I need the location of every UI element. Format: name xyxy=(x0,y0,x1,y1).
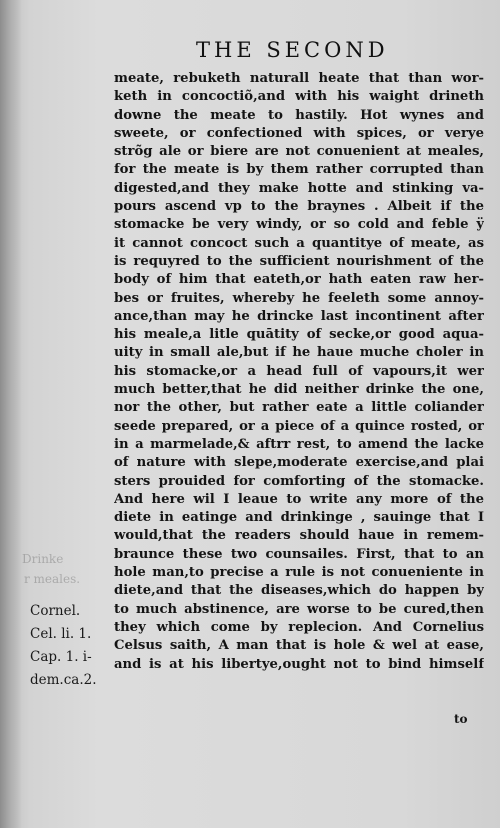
text-line: diete in eatinge and drinkinge , sauinge that I xyxy=(114,510,484,526)
text-line: uity in small ale,but if he haue muche choler in xyxy=(114,345,484,361)
bleed-through-text: r meales. xyxy=(24,572,81,586)
text-line: seede prepared, or a piece of a quince rosted, or xyxy=(114,418,484,434)
text-line: braunce these two counsailes. First, that to an xyxy=(114,546,484,562)
margin-note-line: dem.ca.2. xyxy=(30,672,97,688)
text-line: nor the other, but rather eate a little coliander xyxy=(114,400,484,416)
margin-note xyxy=(30,600,97,692)
text-line: his meale,a litle quātity of secke,or good aqua- xyxy=(114,327,484,343)
text-line: body of him that eateth,or hath eaten raw her- xyxy=(114,272,484,288)
running-head: THE SECOND xyxy=(196,38,389,62)
text-line: would,that the readers should haue in remem- xyxy=(114,528,484,544)
margin-note-line: Cel. li. 1. xyxy=(30,626,92,642)
margin-note-line: Cap. 1. i- xyxy=(30,649,92,665)
margin-note-line: Cornel. xyxy=(30,603,81,619)
text-line: ance,than may he drincke last incontinent after xyxy=(114,308,484,324)
text-line: stomacke be very windy, or so cold and feble ÿ xyxy=(114,217,484,233)
body-text xyxy=(114,70,484,674)
text-line: meate, rebuketh naturall heate that than wor- xyxy=(114,71,484,86)
text-line: for the meate is by them rather corrupted than xyxy=(114,162,484,178)
bleed-through-text: Drinke xyxy=(22,552,64,566)
text-line: keth in concoctiõ,and with his waight drineth xyxy=(114,89,484,105)
page-gutter-shadow xyxy=(0,0,22,828)
text-line: digested,and they make hotte and stinking va- xyxy=(114,180,484,196)
text-line: strõg ale or biere are not conuenient at meales, xyxy=(114,144,484,160)
text-line: much better,that he did neither drinke the one, xyxy=(114,382,484,398)
catchword: to xyxy=(454,712,468,726)
text-line: sters prouided for comforting of the stomacke. xyxy=(114,473,484,489)
text-line: to much abstinence, are worse to be cured,then xyxy=(114,601,484,617)
text-line: And here wil I leaue to write any more of the xyxy=(114,491,484,507)
text-line: it cannot concoct such a quantitye of meate, as xyxy=(114,235,484,251)
text-line: of nature with slepe,moderate exercise,and plai xyxy=(114,455,484,471)
text-line: sweete, or confectioned with spices, or verye xyxy=(114,125,484,141)
text-line: downe the meate to hastily. Hot wynes and xyxy=(114,107,484,123)
text-line: and is at his libertye,ought not to bind himself xyxy=(114,656,484,672)
text-line: is requyred to the sufficient nourishment of the xyxy=(114,253,484,269)
text-line: Celsus saith, A man that is hole & wel at ease, xyxy=(114,638,484,654)
text-line: they which come by replecion. And Cornelius xyxy=(114,619,484,635)
text-line: bes or fruites, whereby he feeleth some annoy- xyxy=(114,290,484,306)
text-line: hole man,to precise a rule is not conueniente in xyxy=(114,565,484,581)
text-line: in a marmelade,& aftrr rest, to amend the lacke xyxy=(114,436,484,452)
text-line: his stomacke,or a head full of vapours,it wer xyxy=(114,363,484,379)
text-line: pours ascend vp to the braynes . Albeit if the xyxy=(114,199,484,215)
text-line: diete,and that the diseases,which do happen by xyxy=(114,583,484,599)
